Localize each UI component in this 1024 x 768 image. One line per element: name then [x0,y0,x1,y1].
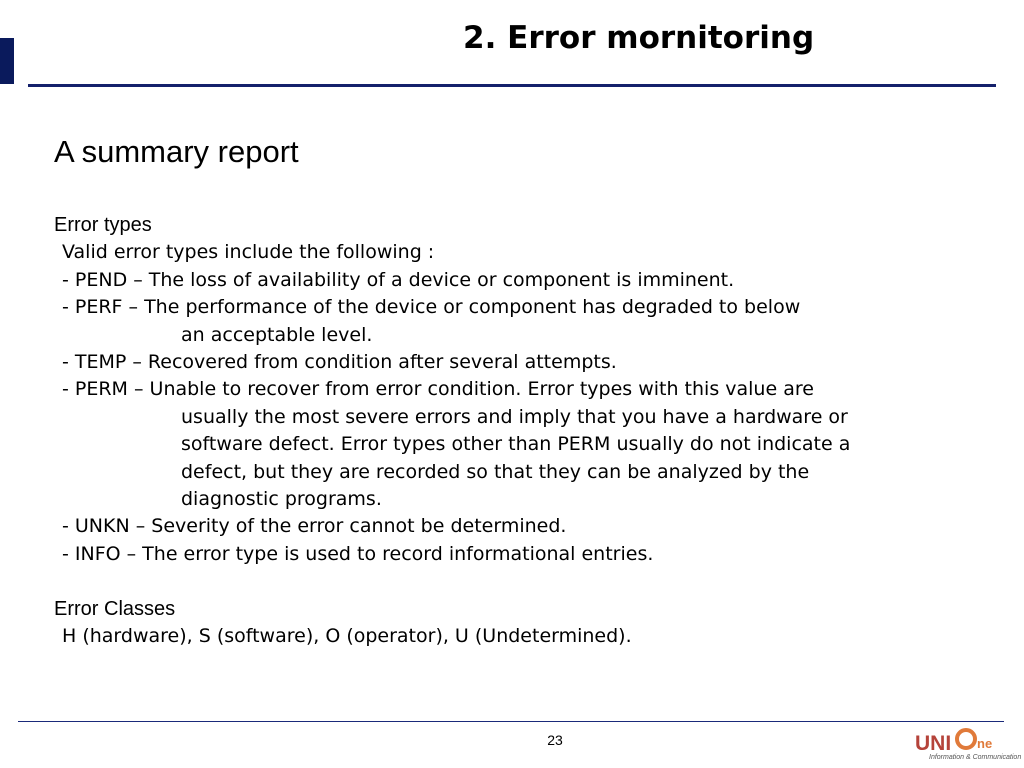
content-body [54,212,984,650]
logo-ring-icon [955,728,977,750]
page-title: 2. Error mornitoring [463,20,815,56]
logo-tagline: Information & Communication [929,754,1022,761]
item-line-continued: defect, but they are recorded so that they can be analyzed by the [181,460,810,483]
section-subtitle: A summary report [54,134,299,169]
error-types-heading: Error types [54,214,152,236]
page-number: 23 [547,732,563,748]
error-type-item-perf [54,294,984,349]
item-line: - UNKN – Severity of the error cannot be determined. [62,515,567,538]
error-type-item-perm [54,376,984,513]
footer-divider [18,721,1004,722]
error-classes-text: H (hardware), S (software), O (operator), U (Undetermined). [62,625,632,648]
item-line: - INFO – The error type is used to record informational entries. [62,542,654,565]
item-line-continued: diagnostic programs. [181,488,382,511]
item-line: - TEMP – Recovered from condition after several attempts. [62,351,617,374]
item-line: - PERF – The performance of the device or component has degraded to below [62,296,801,319]
logo-text: UNI [915,732,952,755]
item-line-continued: an acceptable level. [181,323,373,346]
error-type-item-temp [54,349,984,376]
item-line-continued: software defect. Error types other than PERM usually do not indicate a [181,433,851,456]
item-line-continued: usually the most severe errors and imply that you have a hardware or [181,405,848,428]
error-type-item-info [54,541,984,568]
left-accent-bar [0,38,14,84]
item-line: - PERM – Unable to recover from error condition. Error types with this value are [62,378,814,401]
spacer [54,568,984,595]
unione-logo [915,724,1022,764]
error-classes-heading: Error Classes [54,597,176,620]
item-line: - PEND – The loss of availability of a device or component is imminent. [62,268,735,291]
logo-suffix: ne [977,736,993,751]
error-types-intro: Valid error types include the following : [62,241,435,264]
error-type-item-unkn [54,513,984,540]
error-type-item-pend [54,267,984,294]
title-divider [28,84,996,87]
